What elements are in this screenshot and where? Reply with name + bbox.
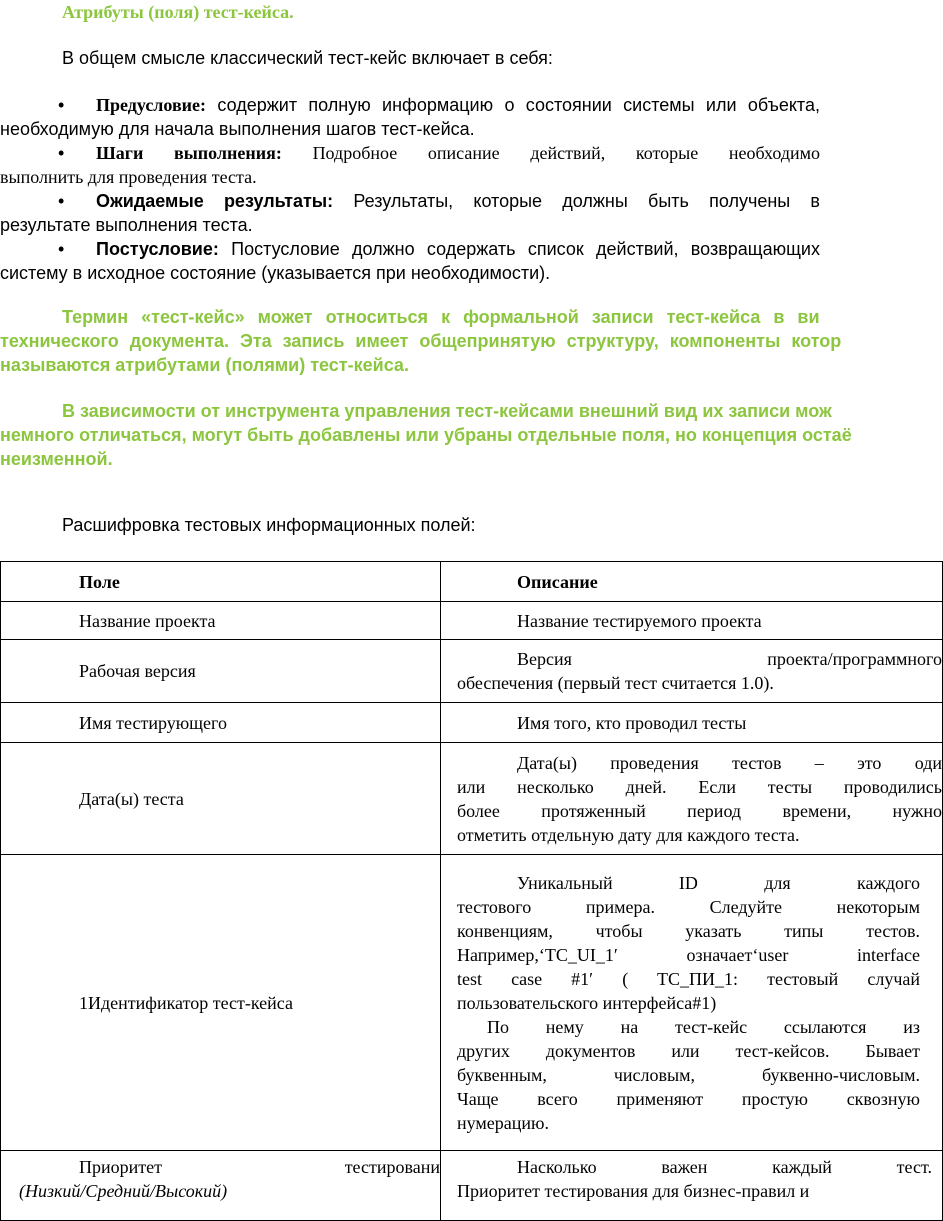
header-description: Описание — [441, 562, 943, 602]
priority-levels-note: (Низкий/Средний/Высокий) — [19, 1181, 228, 1201]
description-cell: Уникальный ID для каждого тестового примера. Следуйте некоторым конвенциям, чтобы указать типы тестов. Например,‘TC_UI_1′ означает‘user interface test case #1′ ( TC_ПИ_1: тестовый случай пользовательского интерфейса#1) По нему на тест-кейс ссылаются из других документов или тест-кейсов. Бывает буквенным, числовым, буквенно-числовым. Чаще всего применяют простую сквозную нумерацию. — [441, 855, 943, 1151]
bullet-text: Подробное описание действий, которые необходимо — [312, 143, 821, 163]
field-cell: Приоритет тестировани (Низкий/Средний/Высокий) — [1, 1151, 441, 1221]
attributes-list — [0, 93, 820, 285]
bullet-term: Предусловие: — [96, 95, 207, 115]
fields-table — [0, 561, 943, 1221]
table-row — [1, 703, 943, 743]
description-cell: Насколько важен каждый тест. Приоритет тестирования для бизнес-правил и — [441, 1151, 943, 1221]
bullet-icon: • — [58, 239, 65, 259]
bullet-text: Постусловие должно содержать список действий, возвращающих — [231, 239, 820, 259]
bullet-term: Постусловие: — [96, 239, 219, 259]
page-title: Атрибуты (поля) тест-кейса. — [62, 2, 294, 22]
table-heading: Расшифровка тестовых информационных полей: — [62, 515, 476, 535]
bullet-text: выполнить для проведения теста. — [0, 167, 257, 187]
intro-text: В общем смысле классический тест-кейс включает в себя: — [62, 48, 553, 68]
header-field: Поле — [1, 562, 441, 602]
paragraph-tool-variations: В зависимости от инструмента управления тест-кейсами внешний вид их записи мож немного отличаться, могут быть добавлены или убраны отдельные поля, но концепция остаё неизменной. — [0, 401, 852, 469]
bullet-icon: • — [58, 191, 65, 211]
bullet-text: содержит полную информацию о состоянии системы или объекта, — [217, 95, 820, 115]
table-row — [1, 1151, 943, 1221]
table-row — [1, 855, 943, 1151]
list-item — [0, 141, 820, 189]
field-cell: Имя тестирующего — [1, 703, 441, 743]
field-cell: 1Идентификатор тест-кейса — [1, 855, 441, 1151]
table-header-row — [1, 562, 943, 602]
table-row — [1, 640, 943, 703]
list-item — [0, 237, 820, 285]
field-cell: Рабочая версия — [1, 640, 441, 703]
description-cell: Версия проекта/программного обеспечения (первый тест считается 1.0). — [441, 640, 943, 703]
bullet-text: Результаты, которые должны быть получены в — [353, 191, 820, 211]
bullet-text: систему в исходное состояние (указывается при необходимости). — [0, 263, 551, 283]
table-row — [1, 743, 943, 855]
bullet-term: Ожидаемые результаты: — [96, 191, 334, 211]
table-row — [1, 602, 943, 640]
bullet-text: необходимую для начала выполнения шагов тест-кейса. — [0, 119, 475, 139]
list-item — [0, 93, 820, 141]
field-cell: Дата(ы) теста — [1, 743, 441, 855]
bullet-icon: • — [58, 143, 65, 163]
paragraph-term-definition: Термин «тест-кейс» может относиться к формальной записи тест-кейса в ви технического документа. Эта запись имеет общепринятую структуру, компоненты котор называются атрибутами (полями) тест-кейса. — [0, 307, 842, 375]
field-cell: Название проекта — [1, 602, 441, 640]
description-cell: Название тестируемого проекта — [441, 602, 943, 640]
description-cell: Дата(ы) проведения тестов – это оди или несколько дней. Если тесты проводились более протяженный период времени, нужно отметить отдельную дату для каждого теста. — [441, 743, 943, 855]
bullet-text: результате выполнения теста. — [0, 215, 253, 235]
bullet-term: Шаги выполнения: — [96, 143, 282, 163]
list-item — [0, 189, 820, 237]
bullet-icon: • — [58, 95, 65, 115]
description-cell: Имя того, кто проводил тесты — [441, 703, 943, 743]
